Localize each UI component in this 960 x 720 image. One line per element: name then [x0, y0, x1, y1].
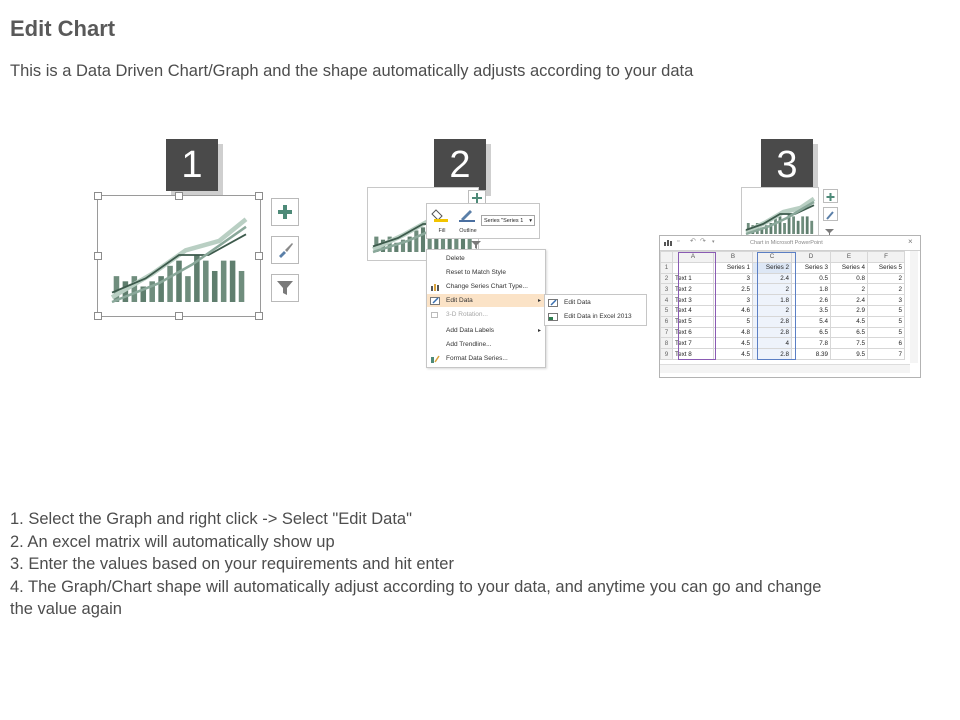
chart-icon	[664, 239, 672, 248]
filter-icon	[276, 279, 294, 297]
menu-item-edit-data[interactable]	[427, 294, 545, 307]
table-cell[interactable]: 4.5	[831, 316, 868, 327]
table-cell[interactable]: Series 4	[831, 262, 868, 273]
vertical-scrollbar[interactable]	[910, 251, 918, 363]
table-cell[interactable]: Text 4	[673, 305, 714, 316]
table-cell[interactable]: 5	[868, 327, 905, 338]
instruction-step-1: 1. Select the Graph and right click -> Select "Edit Data"	[10, 510, 412, 528]
chart-bar	[230, 261, 236, 302]
table-cell[interactable]: Text 3	[673, 295, 714, 306]
step3-chart-frame[interactable]	[741, 187, 819, 237]
table-row	[661, 338, 905, 349]
table-cell[interactable]: Text 7	[673, 338, 714, 349]
context-menu	[426, 249, 546, 368]
chart-filters-button-small[interactable]	[823, 225, 836, 235]
table-cell[interactable]: Text 5	[673, 316, 714, 327]
column-header-row	[661, 252, 905, 263]
table-cell[interactable]: 4.6	[714, 305, 753, 316]
table-cell[interactable]: Text 2	[673, 284, 714, 295]
resize-handle[interactable]	[94, 312, 102, 320]
data-grid	[660, 251, 905, 360]
mini-toolbar	[426, 203, 540, 239]
table-cell[interactable]: Series 3	[792, 262, 831, 273]
dropdown-icon[interactable]: ▾	[712, 239, 715, 245]
resize-handle[interactable]	[175, 312, 183, 320]
table-cell[interactable]: 5.4	[792, 316, 831, 327]
table-row	[661, 295, 905, 306]
chart-bar	[176, 261, 182, 302]
table-row	[661, 327, 905, 338]
chart-bar	[810, 221, 813, 234]
chart-bar	[421, 227, 425, 252]
table-cell[interactable]: 2.8	[753, 327, 792, 338]
menu-item-label: Change Series Chart Type...	[446, 283, 528, 290]
instruction-step-2: 2. An excel matrix will automatically show up	[10, 532, 335, 551]
menu-item-label: Delete	[446, 255, 465, 262]
table-cell[interactable]: 3.5	[792, 305, 831, 316]
table-cell[interactable]: 6.5	[831, 327, 868, 338]
table-cell[interactable]: 2	[868, 273, 905, 284]
table-cell[interactable]: Series 2	[753, 262, 792, 273]
step-number-3: 3	[761, 139, 813, 191]
chart-bar	[774, 219, 777, 234]
corner-cell[interactable]	[661, 252, 673, 263]
blank-icon	[430, 327, 440, 335]
submenu-arrow-icon: ▸	[537, 298, 541, 304]
menu-item-add-data-labels[interactable]	[427, 324, 545, 337]
submenu-arrow-icon: ▸	[537, 328, 541, 334]
table-cell[interactable]: 3	[868, 295, 905, 306]
row-header[interactable]: 6	[661, 316, 673, 327]
chart-styles-button-small[interactable]	[823, 207, 838, 221]
redo-icon[interactable]: ↷	[700, 238, 706, 245]
undo-icon[interactable]: ↶	[690, 238, 696, 245]
blank-icon	[430, 341, 440, 349]
row-header[interactable]: 4	[661, 295, 673, 306]
table-cell[interactable]: 2	[868, 284, 905, 295]
plus-icon	[824, 191, 837, 203]
table-cell[interactable]: 0.5	[792, 273, 831, 284]
rotation-icon	[430, 311, 440, 319]
table-cell[interactable]: 2	[753, 305, 792, 316]
plus-icon	[277, 204, 293, 220]
menu-item-delete[interactable]	[427, 252, 545, 265]
outline-button[interactable]	[455, 207, 481, 235]
table-cell[interactable]: 2.5	[714, 284, 753, 295]
chart-bar	[801, 216, 804, 234]
table-cell[interactable]	[673, 262, 714, 273]
horizontal-scrollbar[interactable]	[660, 364, 910, 373]
table-cell[interactable]: 2.4	[831, 295, 868, 306]
table-cell[interactable]: 7	[868, 349, 905, 360]
reset-icon	[430, 269, 440, 277]
chart-elements-button-small[interactable]	[823, 189, 838, 203]
table-cell[interactable]: 4.8	[714, 327, 753, 338]
chart-bar	[185, 276, 191, 302]
menu-item-label: Edit Data	[446, 297, 473, 304]
slide-title: Edit Chart	[10, 16, 116, 41]
chart-bar	[806, 216, 809, 234]
instructions	[10, 508, 950, 621]
outline-label: Outline	[459, 228, 477, 234]
step1-chart-frame[interactable]	[97, 195, 261, 317]
fill-button[interactable]	[431, 207, 453, 235]
table-cell[interactable]: 2.8	[753, 316, 792, 327]
submenu-item-label: Edit Data in Excel 2013	[564, 313, 632, 320]
table-cell[interactable]: 2.6	[792, 295, 831, 306]
close-icon[interactable]: ×	[908, 237, 913, 246]
menu-item-label: Format Data Series...	[446, 355, 508, 362]
table-cell[interactable]: 3	[714, 295, 753, 306]
table-cell[interactable]: 6	[868, 338, 905, 349]
menu-item-3d-rotation[interactable]	[427, 308, 545, 321]
step3-chart-thumbnail	[742, 188, 818, 236]
table-cell[interactable]: 1.8	[753, 295, 792, 306]
excel-window-title: Chart in Microsoft PowerPoint	[750, 240, 823, 246]
table-cell[interactable]: 2	[753, 284, 792, 295]
chart-bar	[414, 230, 418, 252]
row-header[interactable]: 3	[661, 284, 673, 295]
table-cell[interactable]: Text 1	[673, 273, 714, 284]
table-row	[661, 305, 905, 316]
chart-bar	[797, 221, 800, 234]
delete-icon	[430, 255, 440, 263]
series-select[interactable]	[481, 215, 535, 226]
table-cell[interactable]: 3	[714, 273, 753, 284]
chart-bar	[203, 261, 209, 302]
chart-bar	[792, 216, 795, 234]
paintbrush-icon	[276, 241, 294, 259]
step-number-1: 1	[166, 139, 218, 191]
edit-data-icon	[430, 297, 440, 305]
column-header[interactable]: D	[792, 252, 831, 263]
step1-chart-thumbnail	[98, 196, 260, 316]
table-cell[interactable]: 4.5	[714, 338, 753, 349]
paintbrush-icon	[824, 209, 837, 221]
table-cell[interactable]: 1.8	[792, 284, 831, 295]
menu-item-reset-to-match-style[interactable]	[427, 266, 545, 279]
table-cell[interactable]: Text 8	[673, 349, 714, 360]
column-header[interactable]: B	[714, 252, 753, 263]
column-header[interactable]: E	[831, 252, 868, 263]
table-row	[661, 273, 905, 284]
submenu-item-edit-data-in-excel[interactable]	[545, 310, 646, 323]
table-cell[interactable]: 4	[753, 338, 792, 349]
save-icon[interactable]: ▫	[677, 238, 680, 245]
row-header[interactable]: 8	[661, 338, 673, 349]
menu-item-label: Add Data Labels	[446, 327, 495, 334]
table-cell[interactable]: 7.5	[831, 338, 868, 349]
resize-handle[interactable]	[255, 252, 263, 260]
chart-bar	[132, 276, 138, 302]
table-row	[661, 262, 905, 273]
table-cell[interactable]: 7.8	[792, 338, 831, 349]
table-cell[interactable]: 6.5	[792, 327, 831, 338]
table-row	[661, 284, 905, 295]
chart-bar	[783, 223, 786, 234]
resize-handle[interactable]	[255, 312, 263, 320]
chevron-down-icon: ▾	[529, 218, 532, 224]
chart-bar	[212, 271, 218, 302]
table-cell[interactable]: 2.4	[753, 273, 792, 284]
submenu-item-label: Edit Data	[564, 299, 591, 306]
edit-data-icon	[548, 299, 558, 307]
table-row	[661, 349, 905, 360]
menu-item-label: 3-D Rotation...	[446, 311, 488, 318]
table-cell[interactable]: Text 6	[673, 327, 714, 338]
format-icon	[430, 355, 440, 363]
menu-item-label: Reset to Match Style	[446, 269, 506, 276]
menu-item-label: Add Trendline...	[446, 341, 492, 348]
column-header[interactable]: C	[753, 252, 792, 263]
table-cell[interactable]: 2.8	[753, 349, 792, 360]
menu-item-format-data-series[interactable]	[427, 352, 545, 365]
column-header[interactable]: A	[673, 252, 714, 263]
excel-title-bar	[660, 236, 920, 251]
step-number-2: 2	[434, 139, 486, 191]
chart-bar	[779, 216, 782, 234]
series-select-value: Series "Series 1	[484, 218, 524, 224]
table-cell[interactable]: 5	[714, 316, 753, 327]
table-cell[interactable]: 5	[868, 305, 905, 316]
chart-bar	[221, 261, 227, 302]
row-header[interactable]: 2	[661, 273, 673, 284]
row-header[interactable]: 7	[661, 327, 673, 338]
table-cell[interactable]: Series 5	[868, 262, 905, 273]
edit-data-submenu	[544, 294, 647, 326]
table-cell[interactable]: 2	[831, 284, 868, 295]
submenu-item-edit-data[interactable]	[545, 296, 646, 309]
resize-handle[interactable]	[175, 192, 183, 200]
chart-bar	[239, 271, 245, 302]
table-row	[661, 316, 905, 327]
instruction-step-4-continued: the value again	[10, 600, 122, 618]
instruction-step-4: 4. The Graph/Chart shape will automatically adjust according to your data, and anytime you can go and change	[10, 577, 822, 596]
table-cell[interactable]: 0.8	[831, 273, 868, 284]
fill-label: Fill	[438, 228, 446, 234]
table-cell[interactable]: 5	[868, 316, 905, 327]
menu-item-add-trendline[interactable]	[427, 338, 545, 351]
row-header[interactable]: 5	[661, 305, 673, 316]
paint-bucket-icon	[431, 207, 453, 223]
chart-bar	[167, 266, 173, 302]
table-cell[interactable]: 4.5	[714, 349, 753, 360]
table-cell[interactable]: Series 1	[714, 262, 753, 273]
menu-item-change-series-chart-type[interactable]	[427, 280, 545, 293]
table-cell[interactable]: 8.39	[792, 349, 831, 360]
chart-elements-button[interactable]	[271, 198, 299, 226]
excel-data-window	[659, 235, 921, 378]
row-header[interactable]: 1	[661, 262, 673, 273]
resize-handle[interactable]	[94, 252, 102, 260]
table-cell[interactable]: 9.5	[831, 349, 868, 360]
resize-handle[interactable]	[94, 192, 102, 200]
table-cell[interactable]: 2.9	[831, 305, 868, 316]
resize-handle[interactable]	[255, 192, 263, 200]
slide-subtitle: This is a Data Driven Chart/Graph and the shape automatically adjusts according to your data	[10, 62, 694, 80]
column-header[interactable]: F	[868, 252, 905, 263]
chart-type-icon	[430, 283, 440, 291]
instruction-step-3: 3. Enter the values based on your requirements and hit enter	[10, 555, 454, 573]
chart-styles-button[interactable]	[271, 236, 299, 264]
row-header[interactable]: 9	[661, 349, 673, 360]
pen-outline-icon	[455, 207, 481, 223]
chart-filters-button[interactable]	[271, 274, 299, 302]
excel-icon	[548, 313, 558, 321]
